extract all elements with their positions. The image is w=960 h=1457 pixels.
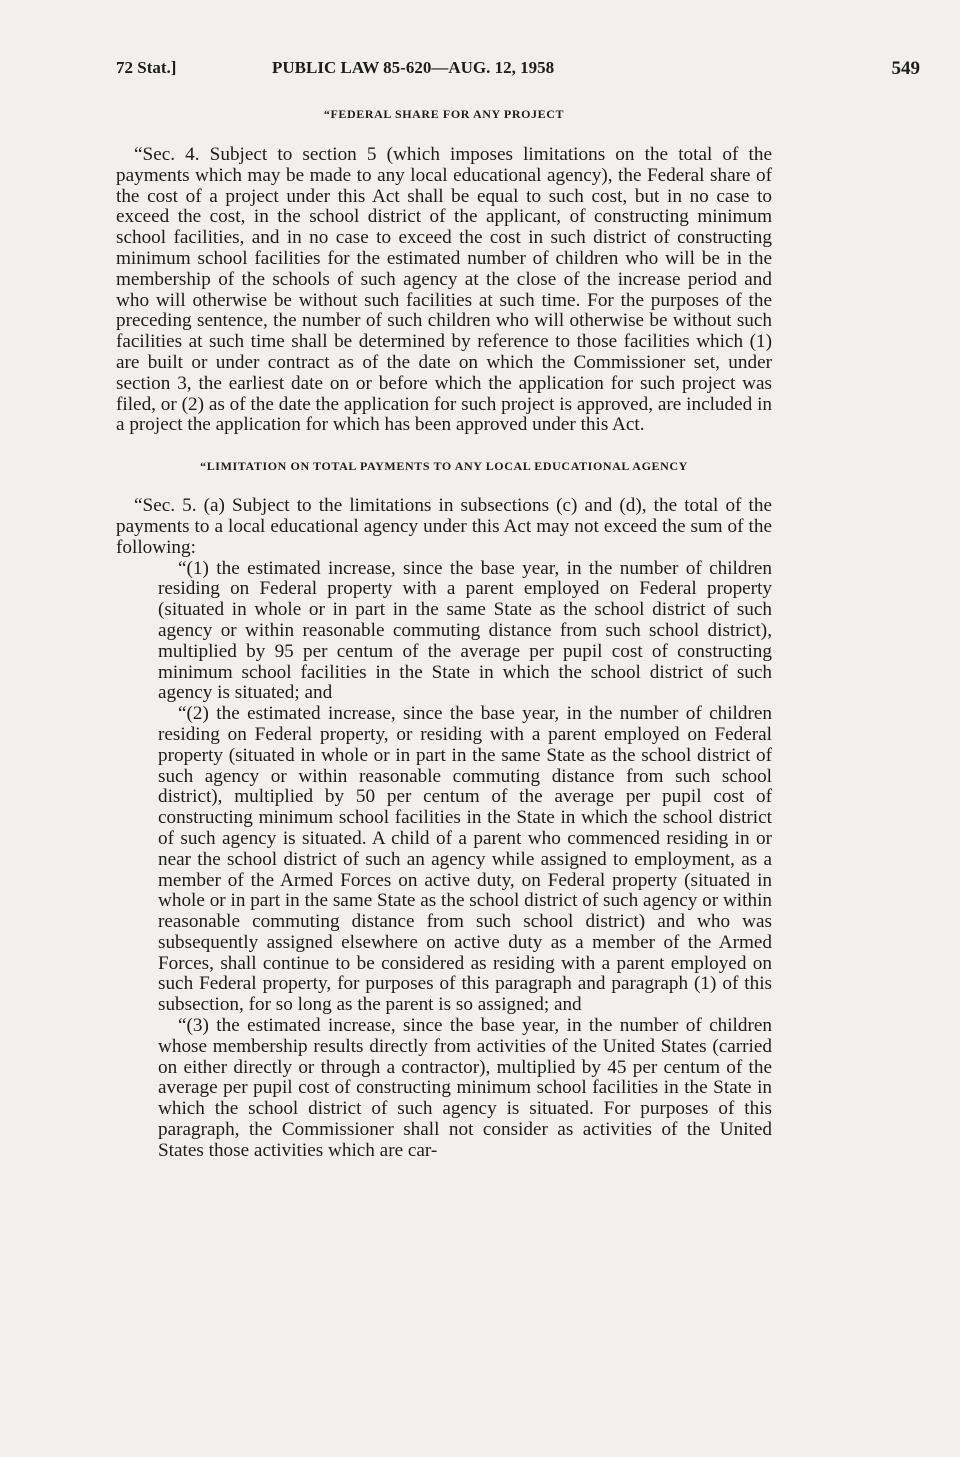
section-4-paragraph: “Sec. 4. Subject to section 5 (which imposes limitations on the total of the payments which may be made to any local educational agency), the Federal share of the cost of a project under this Act shall be equal to such cost, but in no case to exceed the cost, in the school district of the applicant, of constructing minimum school facilities, and in no case to exceed the cost in such district of constructing minimum school facilities for the estimated number of children who will be in the membership of the schools of such agency at the close of the increase period and who will otherwise be without such facilities at such time. For the purposes of the preceding sentence, the number of such children who will otherwise be without such facilities at such time shall be determined by reference to those facilities which (1) are built or under contract as of the date on which the Commissioner set, under section 3, the earliest date on or before which the application for such project was filed, or (2) as of the date the application for such project is approved, are included in a project the application for which has been approved under this Act. (116, 144, 772, 436)
page-number: 549 (891, 58, 920, 79)
subparagraph-2: “(2) the estimated increase, since the base year, in the number of children residing on Federal property, or residing with a parent employed on Federal property (situated in whole or in part in the same State as the school district of such agency or within reasonable commuting distance from such school district), multiplied by 50 per centum of the average per pupil cost of constructing minimum school facilities in the State in which the school district of such agency is situated. A child of a parent who commenced residing in or near the school district of such an agency while assigned to employment, as a member of the Armed Forces on active duty, on Federal property (situated in whole or in part in the same State as the school district of such agency or within reasonable commuting distance from such school district) and who was subsequently assigned elsewhere on active duty as a member of the Armed Forces, shall continue to be considered as residing with a parent employed on such Federal property, for purposes of this paragraph and paragraph (1) of this subsection, for so long as the parent is so assigned; and (158, 703, 772, 1016)
statute-volume-label: 72 Stat.] (116, 58, 177, 77)
document-body (116, 104, 772, 1162)
header-title: PUBLIC LAW 85-620—AUG. 12, 1958 (272, 58, 555, 77)
section-heading-limitation: “LIMITATION ON TOTAL PAYMENTS TO ANY LOCAL EDUCATIONAL AGENCY (200, 459, 688, 474)
subparagraph-3: “(3) the estimated increase, since the base year, in the number of children whose membership results directly from activities of the United States (carried on either directly or through a contractor), multiplied by 45 per centum of the average per pupil cost of constructing minimum school facilities in the State in which the school district of such agency is situated. For purposes of this paragraph, the Commissioner shall not consider as activities of the United States those activities which are car- (158, 1015, 772, 1161)
subparagraph-1: “(1) the estimated increase, since the base year, in the number of children residing on Federal property with a parent employed on Federal property (situated in whole or in part in the same State as the school district of such agency or within reasonable commuting distance from such school district), multiplied by 95 per centum of the average per pupil cost of constructing minimum school facilities in the State in which the school district of such agency is situated; and (158, 557, 772, 704)
running-header (116, 58, 920, 82)
section-5-intro: “Sec. 5. (a) Subject to the limitations in subsections (c) and (d), the total of the payments to a local educational agency under this Act may not exceed the sum of the following: (116, 495, 772, 558)
section-heading-federal-share: “FEDERAL SHARE FOR ANY PROJECT (323, 107, 565, 121)
